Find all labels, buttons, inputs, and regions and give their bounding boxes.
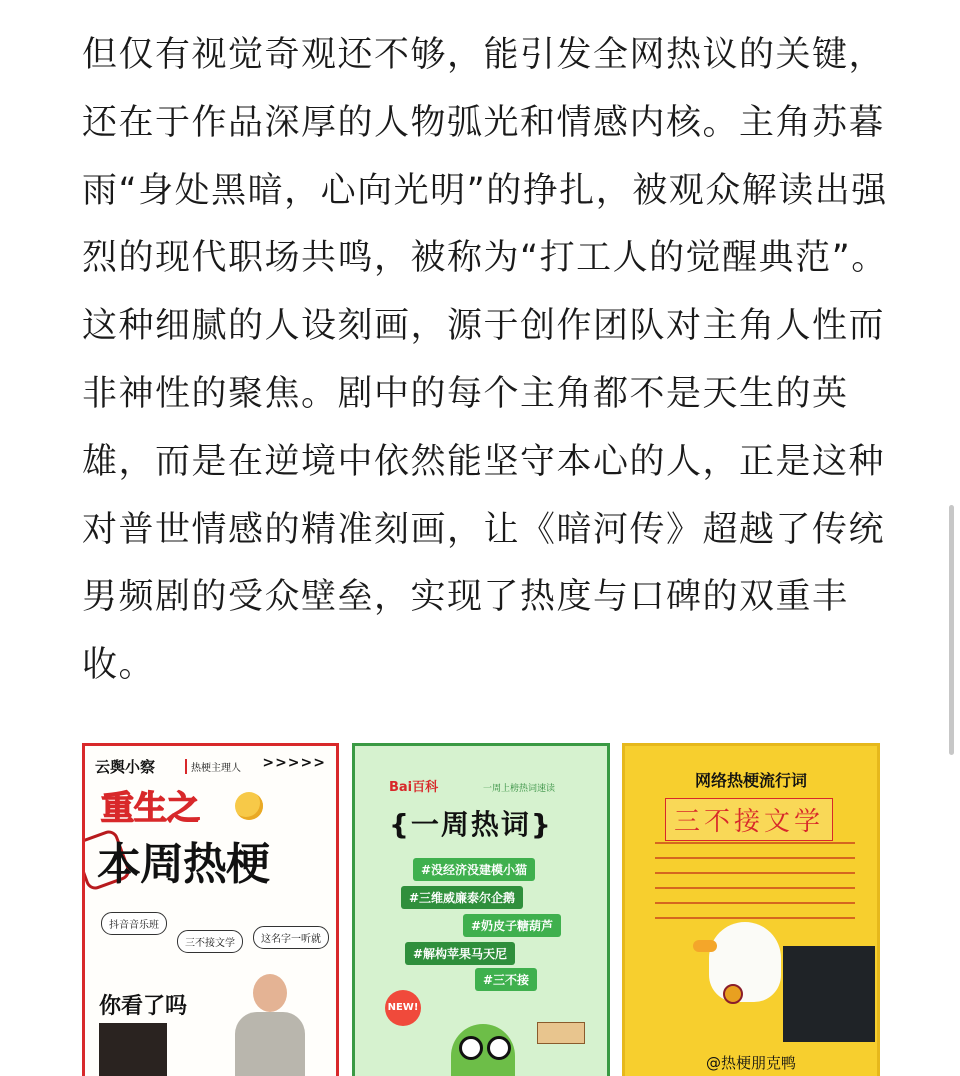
card-title: 本周热梗 xyxy=(97,839,269,890)
article-line: 但仅有视觉奇观还不够，能引发全网热议的关键， xyxy=(82,35,886,75)
article-line: 收。 xyxy=(82,645,156,686)
card-title: 三不接文学 xyxy=(665,798,833,841)
hashtag-bar: #没经济没建模小猫 xyxy=(413,858,535,881)
actor-photo xyxy=(783,946,875,1042)
vertical-scrollbar[interactable] xyxy=(949,505,954,755)
duck-figure xyxy=(709,922,781,1002)
article-line: 男频剧的受众壁垒，实现了热度与口碑的双重丰 xyxy=(82,577,849,618)
brand-label: 云舆小察 xyxy=(95,758,156,776)
subtitle-label: 一周上榜热词速读 xyxy=(483,784,556,794)
question-text: 你看了吗 xyxy=(99,994,188,1019)
image-card-weekly-memes[interactable] xyxy=(82,743,339,1076)
mascot-eye xyxy=(459,1036,483,1060)
mascot-eye xyxy=(487,1036,511,1060)
hashtag-bar: #三不接 xyxy=(475,968,537,991)
article-line: 烈的现代职场共鸣，被称为“打工人的觉醒典范”。 xyxy=(82,238,888,279)
article-line: 还在于作品深厚的人物弧光和情感内核。主角苏暮 xyxy=(82,102,886,143)
arrows-label: >>>>> xyxy=(262,755,326,771)
card-heading: 网络热梗流行词 xyxy=(694,771,807,790)
article-body xyxy=(82,22,888,700)
body-text-block xyxy=(655,842,855,932)
duck-beak xyxy=(693,940,717,952)
credit-label: @热梗朋克鸭 xyxy=(705,1054,796,1072)
image-gallery xyxy=(82,743,880,1076)
reborn-text: 重生之 xyxy=(101,788,200,827)
card-title: {一周热词} xyxy=(389,808,553,841)
presenter-figure xyxy=(231,974,309,1076)
baike-logo: Bai百科 xyxy=(389,780,439,795)
article-line: 雄，而是在逆境中依然能坚守本心的人，正是这种 xyxy=(82,441,886,482)
article-line: 这种细腻的人设刻画，源于创作团队对主角人性而 xyxy=(82,306,886,347)
smiling-emoji-icon xyxy=(235,792,263,820)
article-line: 雨“身处黑暗，心向光明”的挣扎，被观众解读出强 xyxy=(82,170,888,211)
signpost-icon xyxy=(537,1022,585,1044)
tag-label: 热梗主理人 xyxy=(185,759,241,774)
hashtag-bar: #解构苹果马天尼 xyxy=(405,942,515,965)
topic-chip: 抖音音乐班 xyxy=(101,912,167,935)
character-image xyxy=(99,1023,167,1076)
image-card-three-no-answer[interactable] xyxy=(622,743,880,1076)
article-line: 对普世情感的精准刻画，让《暗河传》超越了传统 xyxy=(82,509,886,550)
topic-chip: 三不接文学 xyxy=(177,930,243,953)
new-badge: NEW! xyxy=(385,990,421,1026)
image-card-weekly-words[interactable] xyxy=(352,743,610,1076)
hashtag-bar: #三维威廉泰尔企鹅 xyxy=(401,886,523,909)
medal-icon xyxy=(723,984,743,1004)
hashtag-bar: #奶皮子糖葫芦 xyxy=(463,914,561,937)
article-line: 非神性的聚焦。剧中的每个主角都不是天生的英 xyxy=(82,373,849,414)
topic-chip: 这名字一听就 xyxy=(253,926,329,949)
